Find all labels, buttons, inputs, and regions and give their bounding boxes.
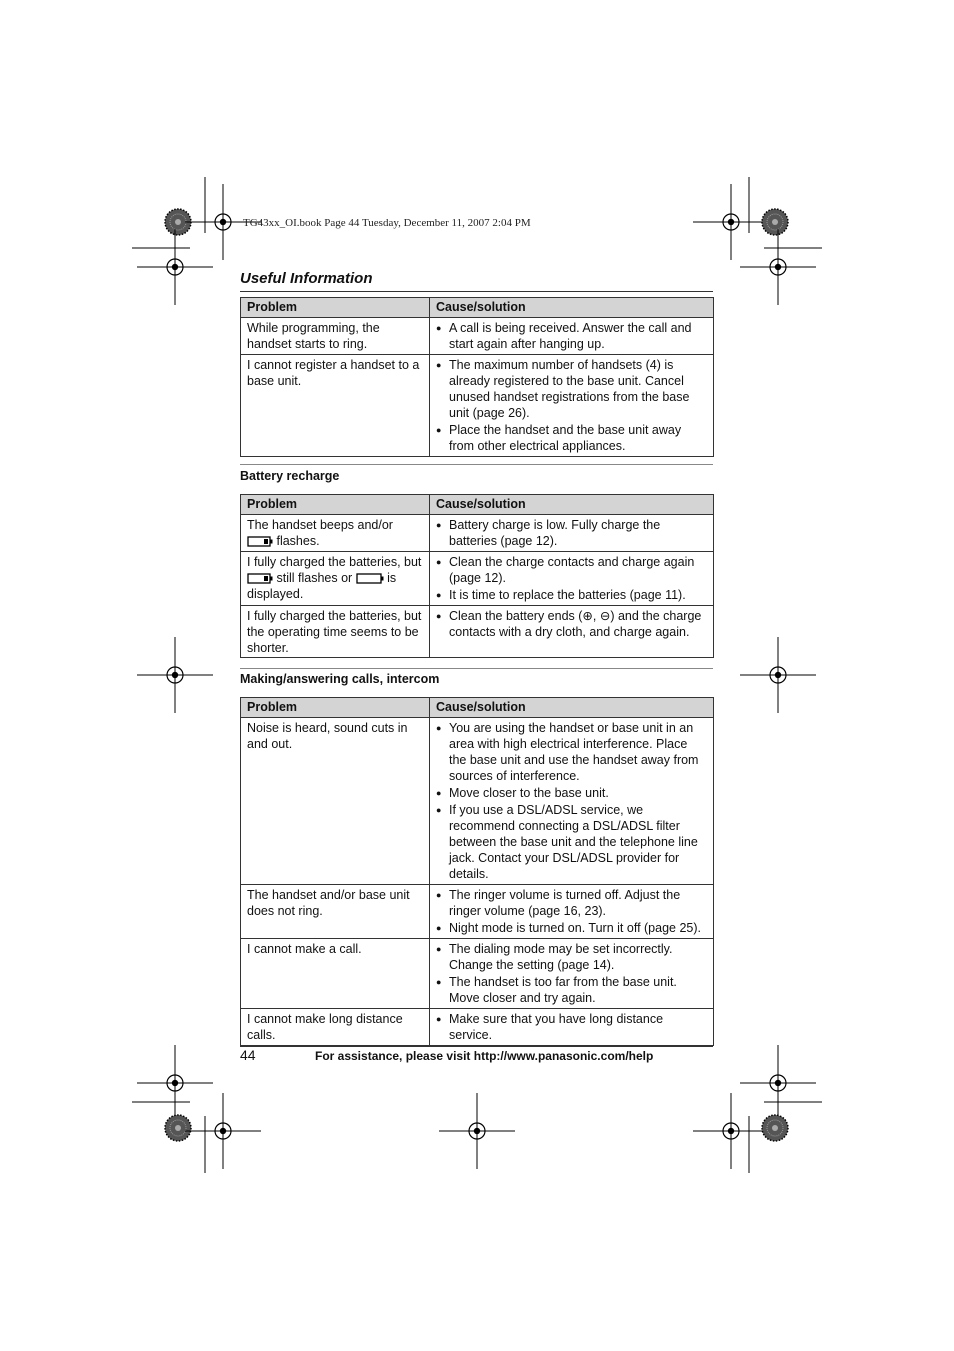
battery-low-icon xyxy=(247,573,273,584)
table-row xyxy=(241,552,714,606)
solution-text: ) and the charge contacts with a dry cloth, and charge again. xyxy=(449,609,702,639)
solution-item: ● You are using the handset or base unit in an area with high electrical interference. Place the base unit and use the handset away from sources of interference. xyxy=(436,720,707,784)
subsection-heading-calls: Making/answering calls, intercom xyxy=(240,672,440,686)
solution-item: ● The dialing mode may be set incorrectly. Change the setting (page 14). xyxy=(436,941,707,973)
solution-item: ● The maximum number of handsets (4) is already registered to the base unit. Cancel unused handset registrations from the base unit (page 26). xyxy=(436,357,707,421)
problem-cell xyxy=(241,552,430,606)
section-title: Useful Information xyxy=(240,270,373,287)
section-rule xyxy=(240,291,713,292)
problem-text: flashes. xyxy=(273,534,320,548)
solution-item xyxy=(436,608,707,640)
problem-text: The handset beeps and/or xyxy=(247,518,393,532)
table-row xyxy=(241,606,714,658)
problem-cell: While programming, the handset starts to ring. xyxy=(241,318,430,355)
solution-item: ● A call is being received. Answer the call and start again after hanging up. xyxy=(436,320,707,352)
book-header: TG43xx_OI.book Page 44 Tuesday, December 11, 2007 2:04 PM xyxy=(243,217,531,229)
table-row xyxy=(241,885,714,939)
solution-item: ● Move closer to the base unit. xyxy=(436,785,707,801)
minus-terminal-icon: ⊖ xyxy=(599,609,611,623)
table-row xyxy=(241,515,714,552)
solution-cell xyxy=(430,552,714,606)
solution-item: ● Clean the charge contacts and charge again (page 12). xyxy=(436,554,707,586)
column-header-solution: Cause/solution xyxy=(430,298,714,318)
solution-cell xyxy=(430,718,714,885)
solution-text: , xyxy=(592,609,600,623)
solution-item: ● The handset is too far from the base unit. Move closer and try again. xyxy=(436,974,707,1006)
problem-text: still flashes or xyxy=(273,571,356,585)
battery-empty-icon xyxy=(356,573,384,584)
solution-item: ● It is time to replace the batteries (page 11). xyxy=(436,587,707,603)
troubleshooting-table-calls xyxy=(240,697,714,1046)
table-row xyxy=(241,718,714,885)
solution-item: ● Battery charge is low. Fully charge the batteries (page 12). xyxy=(436,517,707,549)
solution-item: ● The ringer volume is turned off. Adjust the ringer volume (page 16, 23). xyxy=(436,887,707,919)
problem-text: I fully charged the batteries, but xyxy=(247,555,422,569)
problem-cell: The handset and/or base unit does not ring. xyxy=(241,885,430,939)
column-header-solution: Cause/solution xyxy=(430,495,714,515)
solution-cell xyxy=(430,885,714,939)
problem-cell xyxy=(241,515,430,552)
problem-cell: I cannot make a call. xyxy=(241,939,430,1009)
battery-low-icon xyxy=(247,536,273,547)
solution-cell xyxy=(430,606,714,658)
solution-cell xyxy=(430,939,714,1009)
troubleshooting-table-general xyxy=(240,297,714,457)
subsection-heading-battery: Battery recharge xyxy=(240,469,340,483)
column-header-problem: Problem xyxy=(241,495,430,515)
table-row xyxy=(241,939,714,1009)
plus-terminal-icon: ⊕ xyxy=(582,609,593,623)
solution-item: ● If you use a DSL/ADSL service, we recommend connecting a DSL/ADSL filter between the base unit and the telephone line jack. Contact your DSL/ADSL provider for details. xyxy=(436,802,707,882)
problem-text: is displayed. xyxy=(247,571,397,601)
problem-cell: I fully charged the batteries, but the operating time seems to be shorter. xyxy=(241,606,430,658)
footer-help-text: For assistance, please visit http://www.panasonic.com/help xyxy=(315,1049,654,1063)
solution-cell xyxy=(430,318,714,355)
solution-text: Clean the battery ends ( xyxy=(449,609,583,623)
table-row xyxy=(241,1009,714,1046)
footer-rule xyxy=(240,1046,713,1047)
solution-cell xyxy=(430,515,714,552)
problem-cell: I cannot make long distance calls. xyxy=(241,1009,430,1046)
table-row xyxy=(241,355,714,457)
table-row xyxy=(241,318,714,355)
solution-item: ● Make sure that you have long distance service. xyxy=(436,1011,707,1043)
problem-cell: I cannot register a handset to a base unit. xyxy=(241,355,430,457)
solution-cell xyxy=(430,1009,714,1046)
solution-item: ● Place the handset and the base unit away from other electrical appliances. xyxy=(436,422,707,454)
problem-cell: Noise is heard, sound cuts in and out. xyxy=(241,718,430,885)
subsection-rule xyxy=(240,464,713,465)
column-header-solution: Cause/solution xyxy=(430,698,714,718)
troubleshooting-table-battery xyxy=(240,494,714,658)
page-number: 44 xyxy=(240,1047,256,1063)
column-header-problem: Problem xyxy=(241,698,430,718)
solution-cell xyxy=(430,355,714,457)
solution-item: ● Night mode is turned on. Turn it off (page 25). xyxy=(436,920,707,936)
subsection-rule xyxy=(240,668,713,669)
column-header-problem: Problem xyxy=(241,298,430,318)
